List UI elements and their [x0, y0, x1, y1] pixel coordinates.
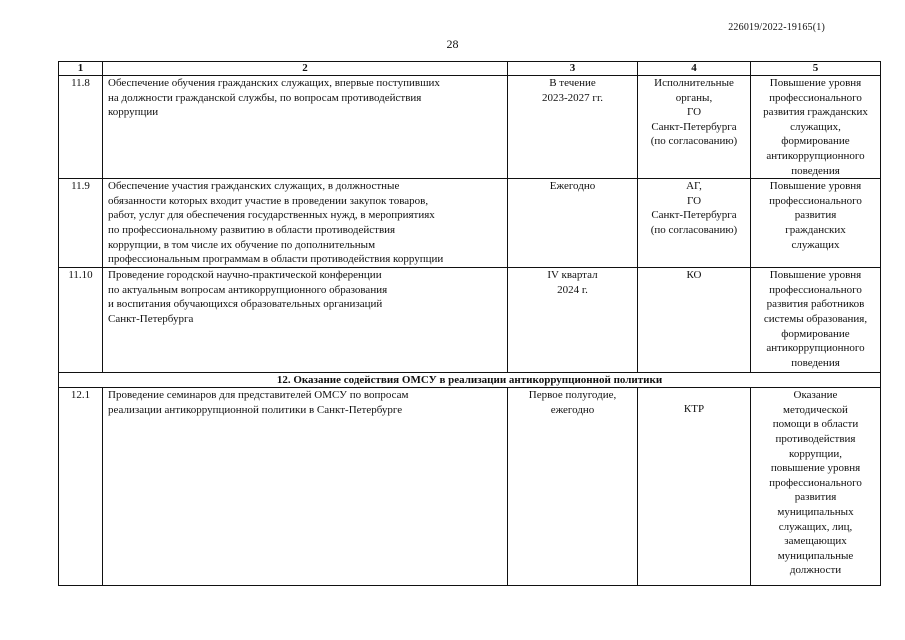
text-line: Проведение семинаров для представителей ОМСУ по вопросам [108, 389, 409, 402]
item-number: 11.8 [59, 76, 103, 179]
text-line: по актуальным вопросам антикоррупционного образования [108, 283, 388, 296]
expected-result-cell [751, 268, 881, 373]
action-description [103, 179, 508, 268]
column-header-3: 3 [508, 62, 638, 76]
text-line: Ежегодно [549, 180, 596, 193]
text-line: противодействия [775, 432, 856, 445]
text-line: антикоррупционного [766, 342, 865, 355]
text-line: профессиональным программам в области противодействия коррупции [108, 253, 444, 266]
text-line: ГО [686, 194, 702, 207]
item-number: 12.1 [59, 388, 103, 586]
text-line: Повышение уровня [769, 269, 862, 282]
table-row [59, 268, 881, 373]
section-heading-row [59, 373, 881, 388]
text-line: Санкт-Петербурга [651, 120, 737, 133]
text-line: АГ, [686, 180, 702, 193]
text-line: обязанности которых входит участие в проведении закупок товаров, [108, 194, 429, 207]
section-title: 12. Оказание содействия ОМСУ в реализации антикоррупционной политики [59, 373, 881, 388]
text-line: формирование [781, 327, 850, 340]
text-line: развития [794, 491, 837, 504]
column-header-1: 1 [59, 62, 103, 76]
text-line: профессионального [769, 476, 862, 489]
text-line: по профессиональному развитию в области противодействия [108, 223, 396, 236]
text-line: гражданских [785, 223, 846, 236]
text-line: Проведение городской научно-практической конференции [108, 269, 382, 282]
text-line: КО [686, 269, 702, 282]
action-plan-table [58, 61, 881, 586]
text-line: IV квартал [547, 269, 598, 282]
text-line: ГО [686, 106, 702, 119]
text-line: 2023-2027 гг. [542, 91, 603, 104]
text-line: профессионального [769, 91, 862, 104]
text-line: должности [789, 564, 842, 577]
executor-cell [638, 388, 751, 586]
text-line: Обеспечение участия гражданских служащих, в должностные [108, 180, 400, 193]
table-row [59, 388, 881, 586]
text-line: и воспитания обучающихся образовательных организаций [108, 298, 383, 311]
text-line: Санкт-Петербурга [108, 312, 194, 325]
text-line: повышение уровня [770, 462, 861, 475]
text-line: Обеспечение обучения гражданских служащих, впервые поступивших [108, 77, 440, 89]
text-line: развития [794, 209, 837, 222]
table-row [59, 179, 881, 268]
column-header-4: 4 [638, 62, 751, 76]
text-line: помощи в области [772, 418, 859, 431]
text-line: служащих [791, 238, 840, 251]
text-line: (по согласованию) [650, 135, 738, 148]
text-line: Первое полугодие, [528, 389, 617, 402]
text-line: В течение [549, 77, 596, 89]
text-line: Оказание [793, 389, 838, 402]
action-description [103, 268, 508, 373]
text-line: поведения [791, 356, 840, 369]
expected-result-cell [751, 179, 881, 268]
text-line: профессионального [769, 194, 862, 207]
text-line: развития гражданских [763, 106, 868, 119]
text-line: муниципальных [777, 505, 854, 518]
text-line: формирование [781, 135, 850, 148]
expected-result-cell [751, 388, 881, 586]
text-line: поведения [791, 164, 840, 177]
term-cell [508, 388, 638, 586]
text-line: антикоррупционного [766, 149, 865, 162]
term-cell [508, 76, 638, 179]
action-description [103, 76, 508, 179]
text-line: служащих, [790, 120, 841, 133]
term-cell [508, 179, 638, 268]
text-line: муниципальные [777, 549, 854, 562]
table-header-row [59, 62, 881, 76]
text-line: коррупции [108, 106, 159, 119]
text-line: системы образования, [763, 312, 868, 325]
text-line: замещающих [784, 535, 847, 548]
text-line: реализации антикоррупционной политики в Санкт-Петербурге [108, 403, 403, 416]
text-line: методической [783, 403, 848, 416]
text-line: (по согласованию) [650, 223, 738, 236]
text-line: КТР [683, 403, 705, 416]
table-row [59, 76, 881, 179]
text-line: на должности гражданской службы, по вопросам противодействия [108, 91, 422, 104]
text-line: Санкт-Петербурга [651, 209, 737, 222]
term-cell [508, 268, 638, 373]
executor-cell [638, 268, 751, 373]
expected-result-cell [751, 76, 881, 179]
text-line: органы, [675, 91, 713, 104]
text-line: коррупции, [789, 447, 842, 460]
page-number: 28 [446, 37, 459, 51]
document-registration-number: 226019/2022-19165(1) [728, 22, 825, 33]
text-line: коррупции, в том числе их обучение по дополнительным [108, 238, 376, 251]
executor-cell [638, 179, 751, 268]
text-line: Повышение уровня [769, 77, 862, 89]
action-description [103, 388, 508, 586]
text-line: ежегодно [550, 403, 595, 416]
column-header-2: 2 [103, 62, 508, 76]
text-line: 2024 г. [557, 283, 588, 296]
column-header-5: 5 [751, 62, 881, 76]
text-line: Повышение уровня [769, 180, 862, 193]
text-line: профессионального [769, 283, 862, 296]
executor-cell [638, 76, 751, 179]
text-line: служащих, лиц, [778, 520, 853, 533]
text-line: работ, услуг для обеспечения государственных нужд, в мероприятиях [108, 209, 435, 222]
item-number: 11.10 [59, 268, 103, 373]
item-number: 11.9 [59, 179, 103, 268]
text-line: развития работников [766, 298, 865, 311]
text-line: Исполнительные [654, 77, 734, 89]
